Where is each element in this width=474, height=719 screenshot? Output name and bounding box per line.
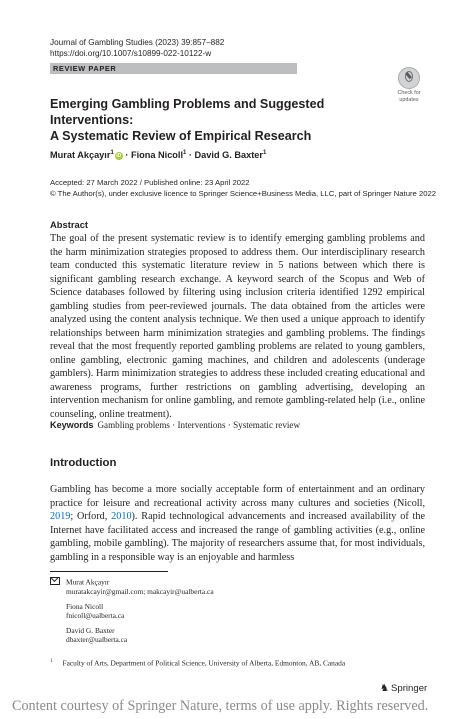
article-type-label: REVIEW PAPER bbox=[53, 64, 117, 73]
coauthor-email[interactable]: dbaxter@ualberta.ca bbox=[66, 635, 128, 645]
journal-header bbox=[50, 38, 224, 59]
check-for-updates-icon bbox=[398, 67, 420, 89]
envelope-icon bbox=[50, 577, 60, 585]
affiliation-number: 1 bbox=[50, 659, 53, 664]
springer-horse-icon: ♞ bbox=[380, 683, 389, 694]
coauthor-name: Fiona Nicoll bbox=[66, 601, 104, 611]
affiliation-marker: 1 bbox=[183, 150, 187, 156]
journal-doi[interactable]: https://doi.org/10.1007/s10899-022-10122-w bbox=[50, 48, 212, 58]
citation-link[interactable]: 2019 bbox=[50, 511, 71, 522]
keywords-text: Gambling problems · Interventions · Systematic review bbox=[97, 420, 301, 430]
author-separator: · bbox=[186, 150, 195, 161]
intro-text-part: ). Rapid technological advancements and increased availability of the Internet have facilitated access and increased the range of gambling activities (e.g., online gambling, mobile gambling). The majority of researchers assume that, for most individuals, gambling in a responsible way is an enjoyable and harmless bbox=[50, 511, 425, 563]
author-list bbox=[50, 147, 266, 161]
author-name[interactable]: Murat Akçayır bbox=[50, 150, 111, 161]
check-for-updates-badge[interactable] bbox=[392, 67, 426, 101]
intro-text-part: Gambling has become a more socially acceptable form of entertainment and an ordinary practice for leisure and recreational activity across many cultures and societies (Nicoll, bbox=[50, 484, 425, 509]
author-name[interactable]: David G. Baxter bbox=[194, 150, 263, 161]
author-separator: · bbox=[122, 150, 131, 161]
corresponding-author-name: Murat Akçayır bbox=[66, 577, 110, 587]
coauthor-email[interactable]: fnicoll@ualberta.ca bbox=[66, 611, 125, 621]
title-line-2: A Systematic Review of Empirical Research bbox=[50, 129, 312, 143]
abstract-heading: Abstract bbox=[50, 219, 89, 230]
copyright-notice: © The Author(s), under exclusive licence to Springer Science+Business Media, LLC, part of Springer Nature 2022 bbox=[50, 188, 437, 198]
abstract-text: The goal of the present systematic review is to identify emerging gambling problems and the harm minimization strategies proposed to address them. Our interdisciplinary research team conducted this systematic literature review in 5 nations between which there is significant gambling research exchange. A keyword search of the Scopus and Web of Science databases followed by filtering using inclusion criteria identified 1292 empirical gambling studies from peer-reviewed journals. The data obtained from the articles were analyzed using the content analysis technique. We then used a unique approach to identify relationships between harm minimization strategies and gambling problems. The findings reveal that the most frequently reported gambling problems are related to young gamblers, online gambling, electronic gaming machines, and children and adolescents (underage gamblers). Harm minimization strategies to address these included creating educational and awareness programs, further restrictions on gambling advertising, developing an intervention mechanism for online gambling, and remote gambling-related help (i.e., online counseling, online treatment). bbox=[50, 233, 425, 420]
affiliation-marker: 1 bbox=[110, 150, 114, 156]
keywords-label: Keywords bbox=[50, 420, 94, 430]
affiliation-marker: 1 bbox=[262, 150, 267, 156]
affiliation-text: Faculty of Arts, Department of Political Science, University of Alberta, Edmonton, AB, Canada bbox=[62, 658, 346, 668]
affiliation-footnote bbox=[50, 657, 345, 668]
orcid-icon[interactable]: iD bbox=[116, 153, 122, 160]
correspondence-block bbox=[50, 577, 214, 650]
publisher-name: Springer bbox=[390, 683, 428, 694]
introduction-heading: Introduction bbox=[50, 457, 117, 469]
footer-notice: Content courtesy of Springer Nature, terms of use apply. Rights reserved. bbox=[12, 698, 429, 714]
keywords-line bbox=[50, 419, 300, 431]
article-title bbox=[50, 96, 390, 144]
corresponding-author-email[interactable]: muratakcayir@gmail.com; makcayir@ualberta.ca bbox=[66, 587, 214, 597]
author-name[interactable]: Fiona Nicoll bbox=[130, 150, 184, 161]
publication-info bbox=[50, 178, 436, 199]
citation-link[interactable]: 2010 bbox=[111, 511, 132, 522]
intro-text-part: ; Orford, bbox=[70, 511, 112, 522]
title-line-1: Emerging Gambling Problems and Suggested Interventions: bbox=[50, 97, 325, 127]
publisher-logo bbox=[380, 683, 427, 695]
coauthor-name: David G. Baxter bbox=[66, 625, 115, 635]
updates-line2: updates bbox=[399, 97, 419, 103]
publication-history: Accepted: 27 March 2022 / Published online: 23 April 2022 bbox=[50, 178, 250, 187]
introduction-text bbox=[50, 483, 425, 564]
updates-line1: Check for bbox=[397, 90, 421, 96]
journal-citation: Journal of Gambling Studies (2023) 39:857–882 bbox=[50, 38, 225, 47]
footnote-divider bbox=[50, 571, 168, 572]
